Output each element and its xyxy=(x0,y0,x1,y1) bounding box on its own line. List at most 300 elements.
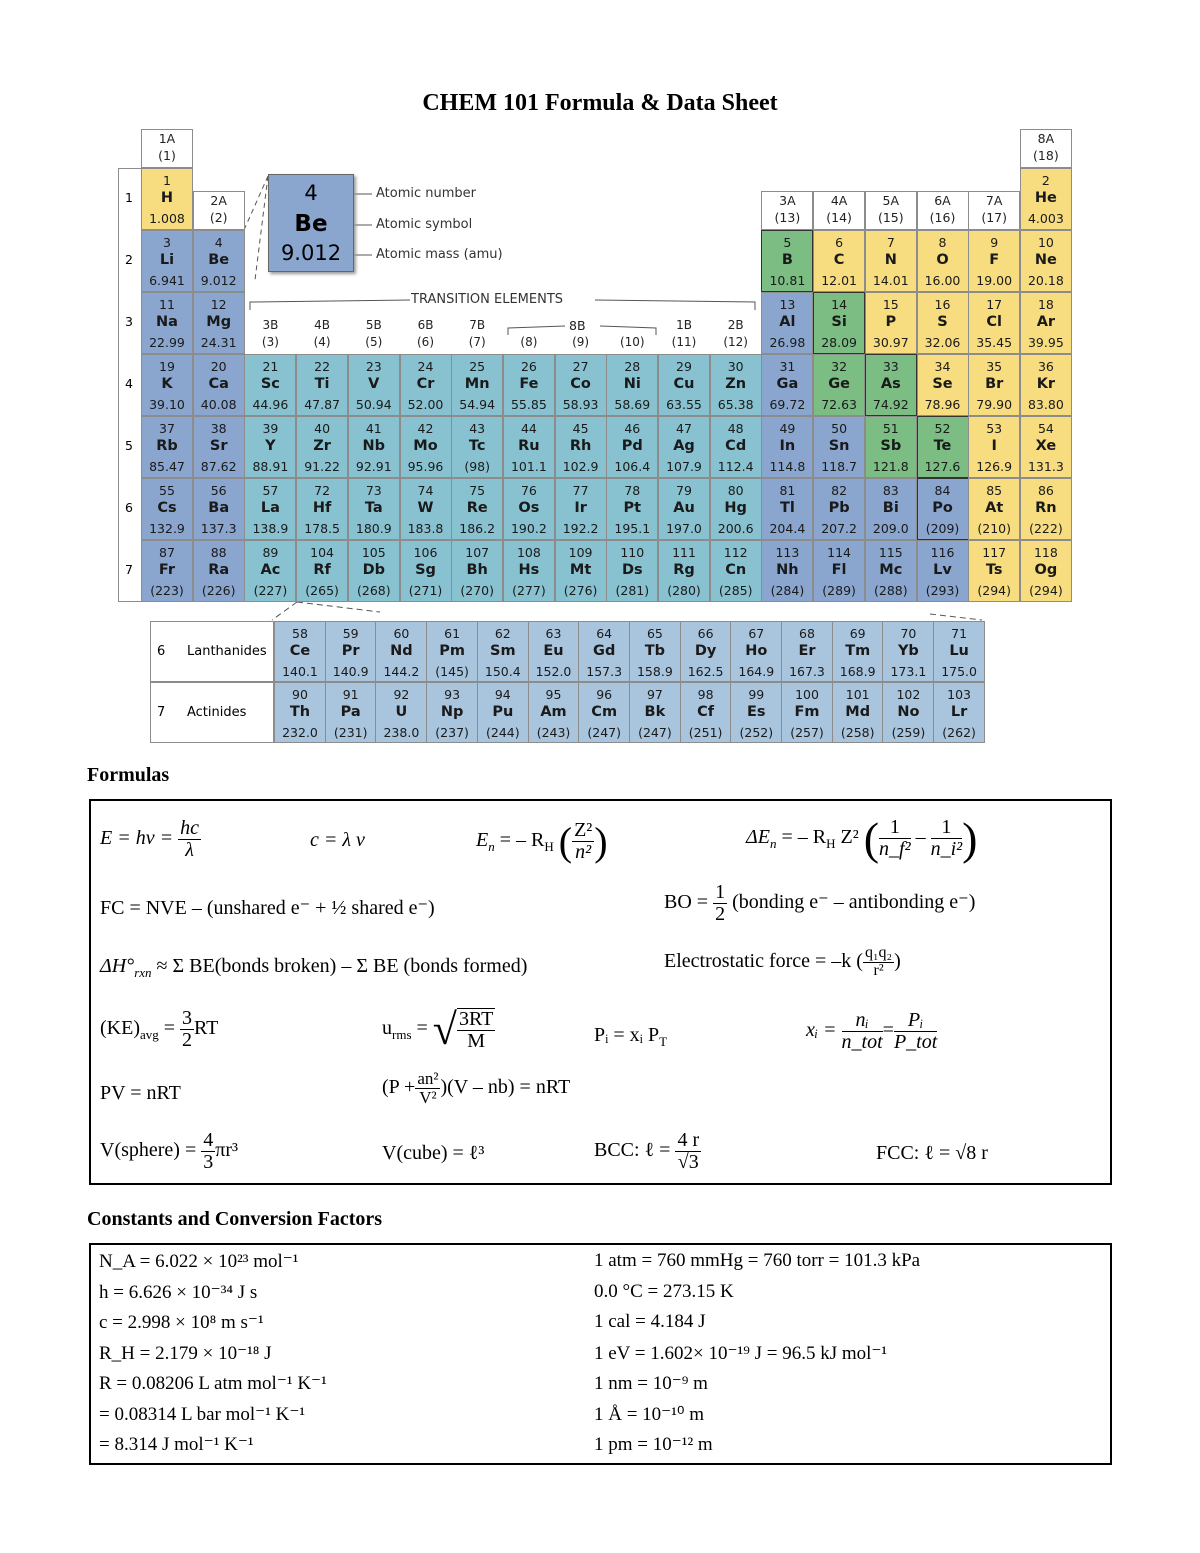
bohr-frac xyxy=(572,820,594,863)
atomic-number: 76 xyxy=(520,483,537,498)
transition-group-label xyxy=(503,318,555,335)
atomic-mass: (294) xyxy=(1029,583,1063,598)
atomic-symbol: Er xyxy=(798,643,816,659)
atomic-symbol: W xyxy=(417,500,434,516)
atomic-mass: (226) xyxy=(201,583,236,598)
period-column-frame xyxy=(118,168,141,602)
atomic-mass: 72.63 xyxy=(821,397,857,412)
element-cell xyxy=(325,621,377,682)
transition-group-number: (3) xyxy=(261,335,279,349)
element-cell xyxy=(503,540,555,602)
atomic-symbol: Hg xyxy=(724,500,747,516)
constant-line: N_A = 6.022 × 10²³ mol⁻¹ xyxy=(99,1251,299,1272)
atomic-mass: 127.6 xyxy=(924,459,961,474)
planck-formula xyxy=(100,818,201,861)
element-cell xyxy=(832,621,884,682)
delta-left: ΔE xyxy=(746,826,770,849)
group-header-g14 xyxy=(813,191,865,230)
transition-header xyxy=(451,318,503,349)
formulas-heading: Formulas xyxy=(87,764,170,786)
element-cell xyxy=(244,354,296,416)
atomic-mass: 14.01 xyxy=(872,273,909,288)
element-cell xyxy=(141,478,193,540)
element-cell xyxy=(968,478,1020,540)
element-cell xyxy=(244,540,296,602)
atomic-symbol: Cn xyxy=(725,562,747,578)
period-label: 3 xyxy=(125,314,133,329)
transition-group-number: (6) xyxy=(417,335,434,349)
atomic-number: 64 xyxy=(596,626,613,641)
atomic-number: 93 xyxy=(444,687,461,702)
atomic-mass: (247) xyxy=(638,725,672,740)
electrostatic-formula xyxy=(664,945,901,980)
atomic-number: 108 xyxy=(516,545,541,560)
sphere-den: 3 xyxy=(203,1151,214,1173)
atomic-number: 49 xyxy=(779,421,796,436)
transition-group-number: (5) xyxy=(365,335,383,349)
constant-line: c = 2.998 × 10⁸ m s⁻¹ xyxy=(99,1312,264,1333)
atomic-symbol: Ti xyxy=(314,376,330,392)
atomic-symbol: Lr xyxy=(950,704,968,720)
atomic-symbol: Po xyxy=(932,500,953,516)
element-cell xyxy=(917,416,969,478)
atomic-mass: 140.9 xyxy=(332,664,369,679)
atomic-symbol: C xyxy=(833,252,845,268)
transition-header xyxy=(606,318,658,349)
atomic-number: 9 xyxy=(990,235,999,250)
atomic-number: 112 xyxy=(723,545,748,560)
atomic-number: 27 xyxy=(572,359,589,374)
atomic-symbol: V xyxy=(368,376,380,392)
element-cell xyxy=(730,621,782,682)
atomic-number: 5 xyxy=(783,235,792,250)
transition-header xyxy=(658,318,710,349)
element-cell xyxy=(296,478,348,540)
element-cell xyxy=(244,478,296,540)
transition-group-label: 7B xyxy=(469,318,486,332)
element-cell xyxy=(658,478,710,540)
atomic-number: 88 xyxy=(210,545,227,560)
rxn-right: ≈ Σ BE(bonds broken) – Σ BE (bonds formed) xyxy=(151,955,528,977)
atomic-symbol: Pm xyxy=(439,643,465,659)
element-cell xyxy=(865,416,917,478)
atomic-mass: (258) xyxy=(840,725,875,740)
f-block-period: 7 xyxy=(157,705,166,720)
atomic-mass: (237) xyxy=(435,725,469,740)
bohr-e: E xyxy=(476,829,489,852)
atomic-mass: 232.0 xyxy=(282,725,318,740)
element-cell xyxy=(606,478,658,540)
group-header-g17 xyxy=(968,191,1020,230)
element-cell xyxy=(274,682,326,743)
atomic-symbol: Sc xyxy=(260,376,280,392)
delta-d1: n_f² xyxy=(879,838,911,860)
element-cell xyxy=(606,540,658,602)
element-cell xyxy=(917,292,969,354)
electro-left: Electrostatic force = –k ( xyxy=(664,949,863,972)
element-cell xyxy=(761,540,813,602)
atomic-symbol: I xyxy=(991,438,997,454)
atomic-number: 1 xyxy=(163,173,171,188)
atomic-symbol: Ar xyxy=(1036,314,1056,330)
atomic-symbol: Kr xyxy=(1036,376,1056,392)
xi-den1: n_tot xyxy=(841,1031,883,1053)
atomic-number: 97 xyxy=(646,687,663,702)
atomic-number: 67 xyxy=(748,626,765,641)
atomic-symbol: Gd xyxy=(593,643,616,659)
atomic-symbol: Dy xyxy=(694,643,717,659)
atomic-mass: 88.91 xyxy=(252,459,289,474)
atomic-mass: 91.22 xyxy=(304,459,340,474)
element-cell xyxy=(865,478,917,540)
atomic-mass: 164.9 xyxy=(738,664,775,679)
atomic-number: 30 xyxy=(727,359,744,374)
atomic-number: 54 xyxy=(1037,421,1054,436)
element-cell xyxy=(882,682,934,743)
atomic-symbol: K xyxy=(161,376,173,392)
atomic-symbol: In xyxy=(779,438,796,454)
atomic-mass: 85.47 xyxy=(149,459,185,474)
bcc-num: 4 r xyxy=(677,1129,700,1151)
atomic-number: 4 xyxy=(214,235,223,250)
urms-sub: rms xyxy=(392,1027,412,1043)
atomic-number: 33 xyxy=(882,359,899,374)
atomic-mass: 150.4 xyxy=(484,664,521,679)
urms-frac xyxy=(457,1008,495,1052)
bond-order-formula xyxy=(664,882,975,925)
atomic-mass: 28.09 xyxy=(821,335,857,350)
atomic-number: 52 xyxy=(934,421,951,436)
bo-num: 1 xyxy=(715,881,726,903)
electro-num: q₁q₂ xyxy=(864,944,893,961)
group-header-g13 xyxy=(761,191,813,230)
atomic-mass: 204.4 xyxy=(769,521,806,536)
atomic-number: 72 xyxy=(314,483,331,498)
atomic-number: 3 xyxy=(163,235,171,250)
atomic-number: 86 xyxy=(1037,483,1054,498)
element-cell xyxy=(680,682,732,743)
atomic-symbol: Fr xyxy=(158,562,176,578)
group-label: 6A xyxy=(934,193,951,208)
atomic-mass: 137.3 xyxy=(200,521,237,536)
atomic-mass: (252) xyxy=(739,725,774,740)
constant-line: 1 Å = 10⁻¹⁰ m xyxy=(594,1403,705,1425)
element-cell xyxy=(296,354,348,416)
f-block-series-name: Lanthanides xyxy=(187,644,267,659)
atomic-number: 89 xyxy=(262,545,279,560)
bohr-den: n² xyxy=(575,841,592,863)
light-formula: c = λ ν xyxy=(310,829,365,851)
element-cell xyxy=(865,230,917,292)
atomic-mass: 121.8 xyxy=(872,459,909,474)
atomic-symbol: Cf xyxy=(697,704,715,720)
atomic-mass: 102.9 xyxy=(562,459,599,474)
atomic-symbol: Mc xyxy=(879,562,903,578)
atomic-symbol: Tb xyxy=(644,643,666,659)
atomic-symbol: Os xyxy=(518,500,540,516)
group-header-g2 xyxy=(193,191,245,230)
atomic-mass: 126.9 xyxy=(976,459,1013,474)
element-cell xyxy=(761,230,813,292)
element-cell xyxy=(578,621,630,682)
element-cell xyxy=(917,230,969,292)
xi-num1: nᵢ xyxy=(842,1010,883,1032)
delta-d2: n_i² xyxy=(930,838,963,860)
urms-num: 3RT xyxy=(458,1007,494,1030)
atomic-symbol: He xyxy=(1034,190,1057,206)
element-cell xyxy=(400,540,452,602)
transition-header xyxy=(296,318,348,349)
atomic-mass: 47.87 xyxy=(304,397,340,412)
group-number: (15) xyxy=(877,210,904,225)
bo-left: BO = xyxy=(664,891,709,914)
atomic-symbol: F xyxy=(989,252,1000,268)
atomic-symbol: Zn xyxy=(725,376,747,392)
xi-den2: P_tot xyxy=(893,1031,938,1053)
transition-group-number: (4) xyxy=(313,335,331,349)
atomic-mass: 173.1 xyxy=(890,664,927,679)
f-block-row-label xyxy=(150,621,274,682)
atomic-number: 78 xyxy=(624,483,641,498)
element-cell xyxy=(813,478,865,540)
atomic-mass: 78.96 xyxy=(924,397,961,412)
bohr-h: H xyxy=(544,839,554,855)
period-label: 7 xyxy=(125,562,133,577)
atomic-number: 115 xyxy=(878,545,903,560)
sphere-frac xyxy=(201,1130,215,1173)
atomic-symbol: Pd xyxy=(621,438,643,454)
element-cell xyxy=(1020,230,1072,292)
atomic-symbol: Cu xyxy=(673,376,695,392)
element-cell xyxy=(451,478,503,540)
constant-line: 1 pm = 10⁻¹² m xyxy=(594,1434,713,1455)
mole-fraction-formula xyxy=(806,1010,937,1053)
atomic-symbol: Pu xyxy=(492,704,514,720)
atomic-symbol: Ce xyxy=(289,643,311,659)
group-number: (1) xyxy=(158,148,176,163)
atomic-number: 69 xyxy=(849,626,866,641)
transition-group-label: 2B xyxy=(727,318,744,332)
urms-left: u xyxy=(382,1017,392,1040)
atomic-mass: 132.9 xyxy=(149,521,185,536)
atomic-mass: 19.00 xyxy=(976,273,1013,288)
sphere-num: 4 xyxy=(203,1129,214,1151)
bo-den: 2 xyxy=(715,903,726,925)
rxn-left: ΔH° xyxy=(100,955,135,977)
atomic-number: 17 xyxy=(986,297,1003,312)
atomic-mass: (294) xyxy=(977,583,1011,598)
atomic-number: 83 xyxy=(882,483,899,498)
atomic-symbol: Sr xyxy=(209,438,228,454)
8b-label: 8B xyxy=(569,318,586,333)
atomic-mass: (210) xyxy=(977,521,1011,536)
electro-frac xyxy=(863,945,894,980)
atomic-number: 90 xyxy=(292,687,308,702)
atomic-mass: (281) xyxy=(615,583,650,598)
atomic-number: 53 xyxy=(986,421,1003,436)
atomic-mass: (227) xyxy=(253,583,288,598)
element-cell xyxy=(1020,540,1072,602)
atomic-symbol: Cd xyxy=(725,438,747,454)
transition-group-label: 3B xyxy=(262,318,279,332)
element-cell xyxy=(477,621,529,682)
atomic-symbol: Rn xyxy=(1035,500,1057,516)
delta-mid: = – R xyxy=(776,826,827,849)
ke-den: 2 xyxy=(182,1029,193,1051)
planck-den: λ xyxy=(185,839,194,861)
atomic-number: 114 xyxy=(827,545,852,560)
group-header-g16 xyxy=(917,191,969,230)
element-cell xyxy=(710,540,762,602)
element-cell xyxy=(968,292,1020,354)
atomic-symbol: Lu xyxy=(949,643,969,659)
element-cell xyxy=(426,621,478,682)
legend-mass: 9.012 xyxy=(280,241,342,265)
vdw-frac xyxy=(415,1070,440,1107)
delta-n1: 1 xyxy=(879,817,911,839)
atomic-symbol: At xyxy=(985,500,1004,516)
atomic-number: 96 xyxy=(596,687,613,702)
kinetic-energy-formula xyxy=(100,1008,218,1051)
atomic-symbol: Co xyxy=(570,376,591,392)
transition-group-number: (11) xyxy=(671,335,697,349)
transition-header xyxy=(244,318,296,349)
atomic-number: 21 xyxy=(262,359,279,374)
element-cell xyxy=(781,621,833,682)
atomic-symbol: Rb xyxy=(156,438,178,454)
atomic-number: 85 xyxy=(986,483,1003,498)
f-block-row-label xyxy=(150,682,274,743)
atomic-symbol: Og xyxy=(1034,562,1058,578)
element-cell xyxy=(629,682,681,743)
atomic-mass: 192.2 xyxy=(562,521,599,536)
element-cell xyxy=(375,621,427,682)
atomic-number: 13 xyxy=(779,297,796,312)
element-cell xyxy=(528,682,580,743)
atomic-number: 47 xyxy=(676,421,692,436)
atomic-mass: 140.1 xyxy=(282,664,318,679)
atomic-symbol: Am xyxy=(540,704,567,720)
element-cell xyxy=(761,354,813,416)
atomic-mass: 20.18 xyxy=(1027,273,1064,288)
period-label: 2 xyxy=(125,252,133,267)
sphere-left: V(sphere) = xyxy=(100,1139,197,1162)
atomic-mass: 162.5 xyxy=(687,664,724,679)
atomic-number: 12 xyxy=(210,297,227,312)
element-cell xyxy=(761,416,813,478)
atomic-number: 111 xyxy=(672,545,696,560)
atomic-symbol: Ir xyxy=(574,500,587,516)
atomic-number: 7 xyxy=(886,235,895,250)
atomic-mass: 178.5 xyxy=(304,521,340,536)
urms-eq: = xyxy=(411,1017,428,1040)
atomic-mass: (223) xyxy=(150,583,184,598)
atomic-mass: (288) xyxy=(873,583,908,598)
ke-right: RT xyxy=(194,1017,219,1040)
atomic-number: 56 xyxy=(210,483,227,498)
element-cell xyxy=(629,621,681,682)
atomic-number: 38 xyxy=(210,421,227,436)
atomic-symbol: H xyxy=(160,190,174,206)
element-cell xyxy=(968,230,1020,292)
transition-header xyxy=(710,318,762,349)
atomic-mass: (209) xyxy=(925,521,960,536)
atomic-symbol: Cm xyxy=(591,704,618,720)
legend-number-label: Atomic number xyxy=(376,186,477,201)
atomic-number: 34 xyxy=(934,359,951,374)
atomic-symbol: U xyxy=(395,704,408,720)
atomic-number: 116 xyxy=(930,545,955,560)
group-label: 1A xyxy=(158,131,176,146)
atomic-symbol: Na xyxy=(156,314,178,330)
electro-den: r² xyxy=(873,961,884,979)
atomic-symbol: Sg xyxy=(415,562,436,578)
element-cell xyxy=(348,354,400,416)
element-cell xyxy=(865,292,917,354)
atomic-symbol: Tc xyxy=(468,438,486,454)
atomic-symbol: Si xyxy=(831,314,847,330)
element-cell xyxy=(348,416,400,478)
transition-header xyxy=(348,318,400,349)
xi-eq: = xyxy=(882,1019,894,1042)
element-cell xyxy=(141,354,193,416)
atomic-symbol: Pa xyxy=(340,704,361,720)
atomic-mass: 87.62 xyxy=(200,459,237,474)
atomic-number: 92 xyxy=(393,687,410,702)
atomic-mass: 175.0 xyxy=(941,664,977,679)
group-number: (14) xyxy=(826,210,852,225)
atomic-symbol: Sn xyxy=(828,438,850,454)
atomic-mass: (284) xyxy=(770,583,805,598)
legend-symbol-label: Atomic symbol xyxy=(376,217,473,232)
element-cell xyxy=(451,540,503,602)
element-cell xyxy=(658,540,710,602)
transition-group-label: 1B xyxy=(676,318,692,332)
atomic-symbol: Np xyxy=(440,704,464,720)
atomic-number: 65 xyxy=(646,626,663,641)
atomic-mass: 83.80 xyxy=(1027,397,1064,412)
atomic-symbol: Ru xyxy=(518,438,540,454)
atomic-number: 81 xyxy=(779,483,796,498)
delta-frac1 xyxy=(879,817,911,860)
atomic-mass: 24.31 xyxy=(200,335,237,350)
atomic-symbol: Rg xyxy=(673,562,695,578)
enthalpy-formula xyxy=(100,955,527,981)
atomic-mass: 35.45 xyxy=(976,335,1013,350)
element-cell xyxy=(193,292,245,354)
atomic-mass: 138.9 xyxy=(252,521,289,536)
group-label: 2A xyxy=(210,193,227,208)
atomic-number: 29 xyxy=(676,359,692,374)
delta-n2: 1 xyxy=(931,817,963,839)
atomic-number: 103 xyxy=(947,687,972,702)
atomic-symbol: Ba xyxy=(208,500,230,516)
atomic-number: 42 xyxy=(417,421,434,436)
atomic-mass: (98) xyxy=(464,459,491,474)
atomic-mass: 238.0 xyxy=(383,725,420,740)
atomic-symbol: Cl xyxy=(986,314,1002,330)
atomic-symbol: Pt xyxy=(623,500,642,516)
transition-group-number: (7) xyxy=(468,335,486,349)
partial-sub: T xyxy=(659,1034,668,1049)
atomic-mass: (244) xyxy=(485,725,520,740)
group-number: (2) xyxy=(209,210,228,225)
atomic-mass: 39.95 xyxy=(1027,335,1064,350)
constant-line: 1 cal = 4.184 J xyxy=(594,1311,706,1332)
constant-line: 1 nm = 10⁻⁹ m xyxy=(594,1373,708,1394)
atomic-symbol: La xyxy=(260,500,280,516)
atomic-symbol: As xyxy=(880,376,901,392)
